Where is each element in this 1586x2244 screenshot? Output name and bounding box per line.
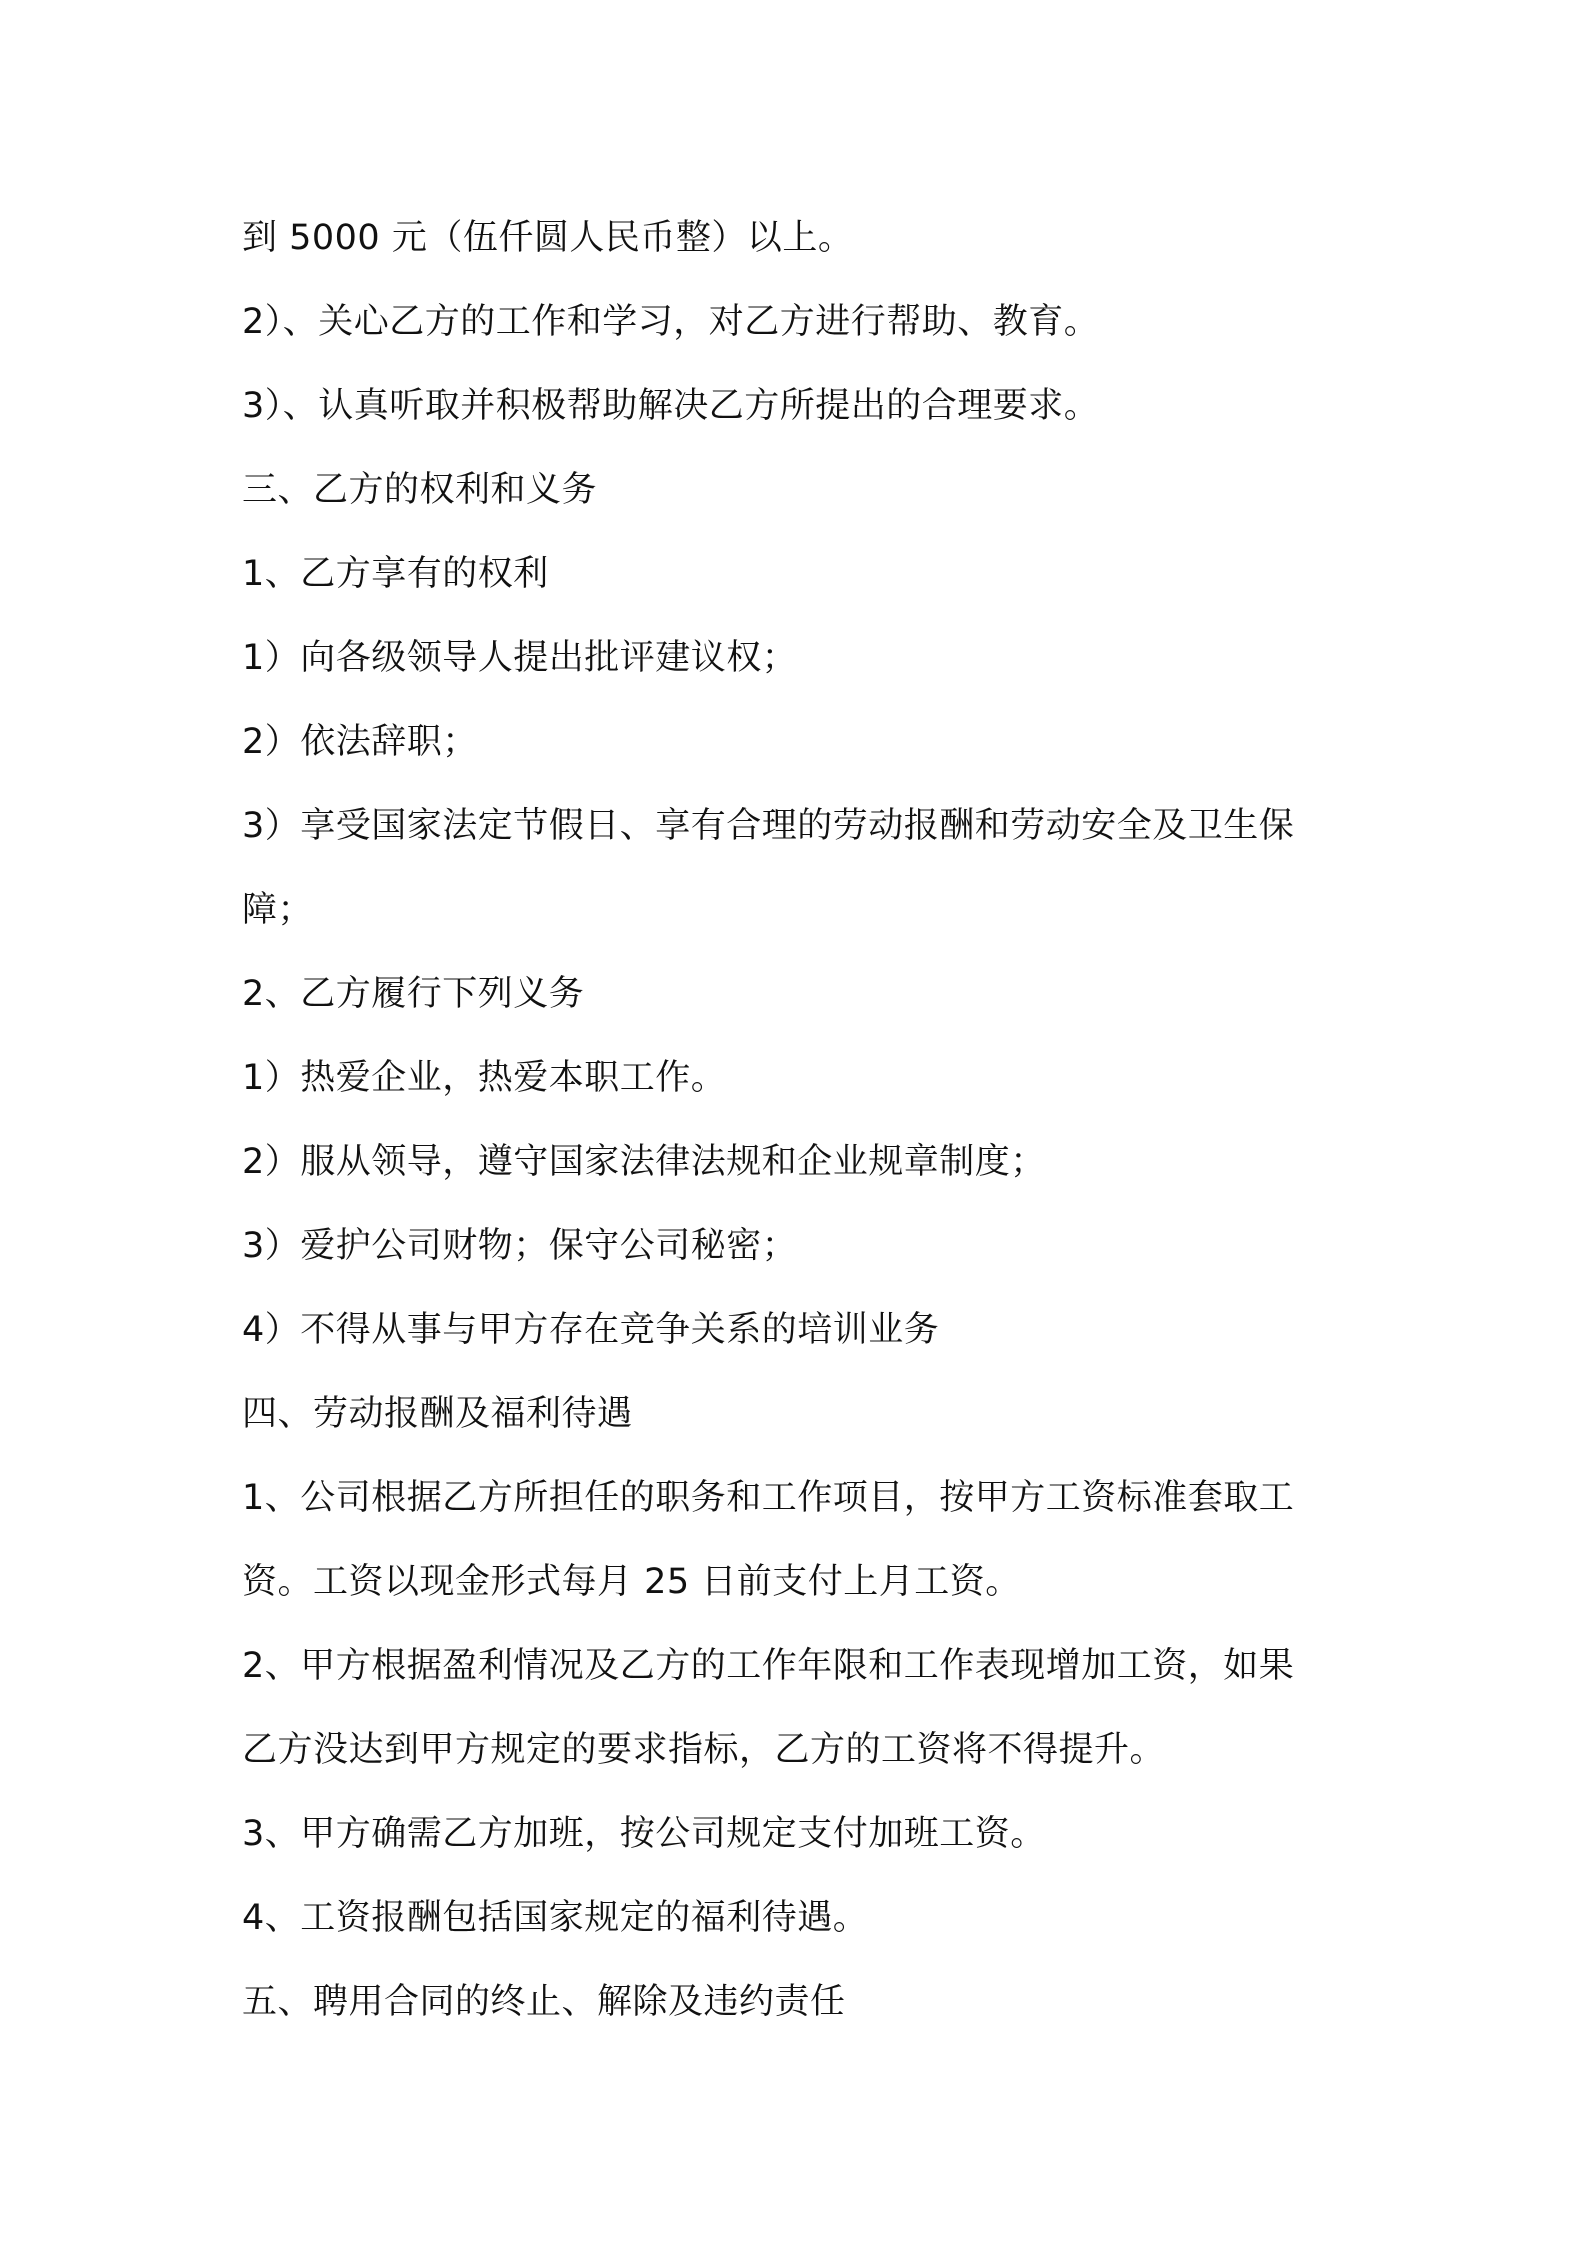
body-line-care-obligation: 2）、关心乙方的工作和学习，对乙方进行帮助、教育。 — [242, 302, 1100, 342]
body-line-duty-protect: 3）爱护公司财物；保守公司秘密； — [242, 1226, 798, 1266]
body-line-right-holidays-cont: 障； — [242, 890, 314, 930]
body-line-salary-amount: 到 5000 元（伍仟圆人民币整）以上。 — [242, 218, 854, 258]
body-line-duty-noncompete: 4）不得从事与甲方存在竞争关系的培训业务 — [242, 1310, 940, 1350]
section-heading-termination: 五、聘用合同的终止、解除及违约责任 — [242, 1982, 846, 2022]
body-line-right-suggestion: 1）向各级领导人提出批评建议权； — [242, 638, 798, 678]
document-body — [242, 196, 1362, 2044]
body-line-listen-requests: 3）、认真听取并积极帮助解决乙方所提出的合理要求。 — [242, 386, 1100, 426]
body-line-overtime: 3、甲方确需乙方加班，按公司规定支付加班工资。 — [242, 1814, 1046, 1854]
subheading-party-b-rights: 1、乙方享有的权利 — [242, 554, 549, 594]
body-line-duty-obey: 2）服从领导，遵守国家法律法规和企业规章制度； — [242, 1142, 1046, 1182]
body-line-benefits: 4、工资报酬包括国家规定的福利待遇。 — [242, 1898, 869, 1938]
section-heading-remuneration: 四、劳动报酬及福利待遇 — [242, 1394, 633, 1434]
body-line-salary-payday: 资。工资以现金形式每月 25 日前支付上月工资。 — [242, 1562, 1021, 1602]
body-line-salary-standard: 1、公司根据乙方所担任的职务和工作项目，按甲方工资标准套取工 — [242, 1478, 1295, 1518]
body-line-right-resign: 2）依法辞职； — [242, 722, 478, 762]
subheading-party-b-duties: 2、乙方履行下列义务 — [242, 974, 585, 1014]
body-line-salary-increase-cont: 乙方没达到甲方规定的要求指标，乙方的工资将不得提升。 — [242, 1730, 1166, 1770]
section-heading-party-b-rights: 三、乙方的权利和义务 — [242, 470, 598, 510]
body-line-salary-increase: 2、甲方根据盈利情况及乙方的工作年限和工作表现增加工资，如果 — [242, 1646, 1295, 1686]
body-line-right-holidays: 3）享受国家法定节假日、享有合理的劳动报酬和劳动安全及卫生保 — [242, 806, 1295, 846]
body-line-duty-love-work: 1）热爱企业，热爱本职工作。 — [242, 1058, 727, 1098]
